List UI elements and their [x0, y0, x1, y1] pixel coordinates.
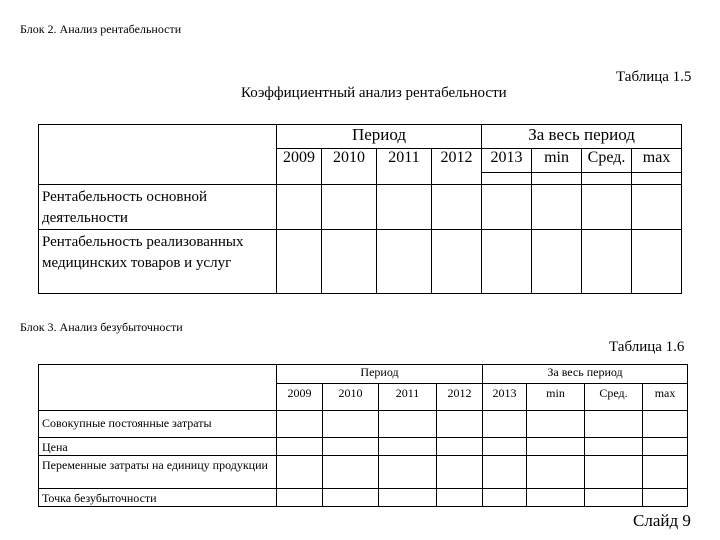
col-header-max: max — [643, 384, 688, 411]
data-cell — [432, 230, 482, 294]
table-1-5-caption: Коэффициентный анализ рентабельности — [241, 85, 507, 101]
data-cell — [323, 456, 379, 489]
data-cell — [643, 411, 688, 438]
table-1-5-number: Таблица 1.5 — [616, 69, 692, 85]
data-cell — [323, 411, 379, 438]
data-cell — [322, 185, 377, 230]
data-cell — [582, 185, 632, 230]
col-header-2012: 2012 — [432, 149, 482, 185]
data-cell — [437, 438, 483, 456]
spacer-cell — [482, 173, 532, 185]
data-cell — [482, 230, 532, 294]
data-cell — [277, 411, 323, 438]
data-cell — [527, 411, 585, 438]
col-header-2013: 2013 — [482, 149, 532, 173]
col-header-min: min — [532, 149, 582, 173]
data-cell — [379, 411, 437, 438]
data-cell — [377, 185, 432, 230]
data-cell — [532, 185, 582, 230]
data-cell — [277, 230, 322, 294]
table-row — [39, 438, 688, 456]
row-label: Совокупные постоянные затраты — [39, 411, 277, 438]
data-cell — [632, 185, 682, 230]
row-label: Рентабельность основной деятельности — [39, 185, 277, 230]
data-cell — [379, 489, 437, 507]
data-cell — [437, 489, 483, 507]
data-cell — [483, 438, 527, 456]
col-header-2009: 2009 — [277, 384, 323, 411]
spacer-cell — [632, 173, 682, 185]
spacer-cell — [582, 173, 632, 185]
data-cell — [323, 438, 379, 456]
empty-corner-cell — [39, 365, 277, 411]
row-label: Переменные затраты на единицу продукции — [39, 456, 277, 489]
whole-period-group-header: За весь период — [483, 365, 688, 384]
data-cell — [323, 489, 379, 507]
data-cell — [527, 489, 585, 507]
period-group-header: Период — [277, 365, 483, 384]
col-header-avg: Сред. — [582, 149, 632, 173]
data-cell — [483, 456, 527, 489]
data-cell — [585, 456, 643, 489]
data-cell — [437, 411, 483, 438]
row-label: Рентабельность реализованных медицинских товаров и услуг — [39, 230, 277, 294]
data-cell — [322, 230, 377, 294]
data-cell — [377, 230, 432, 294]
whole-period-group-header: За весь период — [482, 125, 682, 149]
period-group-header: Период — [277, 125, 482, 149]
col-header-2012: 2012 — [437, 384, 483, 411]
col-header-max: max — [632, 149, 682, 173]
data-cell — [582, 230, 632, 294]
data-cell — [585, 438, 643, 456]
data-cell — [632, 230, 682, 294]
data-cell — [379, 456, 437, 489]
data-cell — [277, 489, 323, 507]
slide-number: Слайд 9 — [633, 511, 691, 530]
block3-title: Блок 3. Анализ безубыточности — [20, 320, 183, 334]
col-header-2010: 2010 — [322, 149, 377, 185]
profitability-table — [38, 124, 682, 294]
col-header-2013: 2013 — [483, 384, 527, 411]
data-cell — [643, 456, 688, 489]
data-cell — [437, 456, 483, 489]
table-row — [39, 230, 682, 294]
data-cell — [379, 438, 437, 456]
row-label: Точка безубыточности — [39, 489, 277, 507]
col-header-avg: Сред. — [585, 384, 643, 411]
break-even-table — [38, 364, 688, 507]
table-1-6-number: Таблица 1.6 — [609, 339, 685, 355]
empty-corner-cell — [39, 125, 277, 185]
col-header-2011: 2011 — [379, 384, 437, 411]
data-cell — [585, 489, 643, 507]
col-header-2009: 2009 — [277, 149, 322, 185]
data-cell — [432, 185, 482, 230]
col-header-min: min — [527, 384, 585, 411]
data-cell — [277, 456, 323, 489]
table-row — [39, 185, 682, 230]
row-label: Цена — [39, 438, 277, 456]
data-cell — [482, 185, 532, 230]
spacer-cell — [532, 173, 582, 185]
table-row — [39, 489, 688, 507]
data-cell — [483, 411, 527, 438]
table-row — [39, 456, 688, 489]
col-header-2010: 2010 — [323, 384, 379, 411]
table-row — [39, 411, 688, 438]
data-cell — [277, 438, 323, 456]
data-cell — [643, 489, 688, 507]
data-cell — [585, 411, 643, 438]
col-header-2011: 2011 — [377, 149, 432, 185]
data-cell — [532, 230, 582, 294]
data-cell — [483, 489, 527, 507]
data-cell — [527, 438, 585, 456]
block2-title: Блок 2. Анализ рентабельности — [20, 22, 182, 36]
data-cell — [643, 438, 688, 456]
data-cell — [277, 185, 322, 230]
data-cell — [527, 456, 585, 489]
